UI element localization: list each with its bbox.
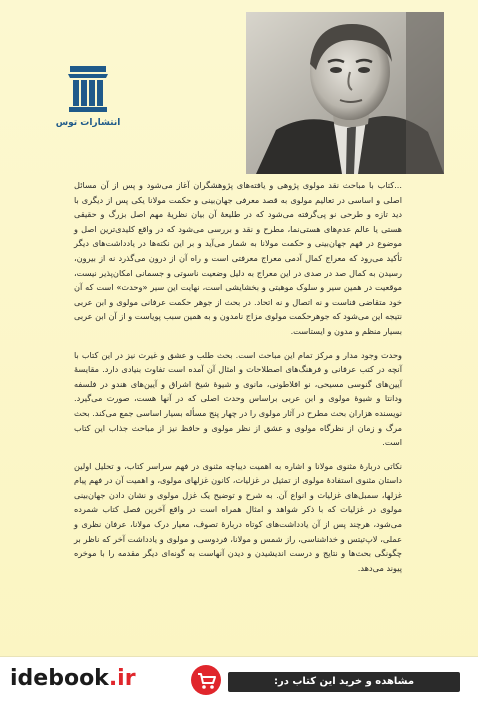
paragraph-1: ...کتاب با مباحث نقد مولوی پژوهی و یافته‌های پژوهشگران آغاز می‌شود و پس از آن مسائل اصلی و اساسی در تعالیم مولوی به قصد معرفی جهان‌بینی و حکمت مولانا یکی پس از دیگری با دید تازه و طرحی نو پی‌گرفته می‌شود که در طلیعهٔ آن بیان نظریهٔ مهم اصل بزرگ و حقیقی هستی یا عالم عدم‌های هستی‌نما، مطرح و نقد و بررسی می‌شود که در واقع کلیدی‌ترین اصل و موضوع در فهم جهان‌بینی و حکمت مولانا به شمار می‌آید و بر این نکته‌ها در یادداشت‌های دیگر تأکید می‌رود که معراج کمال آدمی معراج معرفتی است و راه آن از درون می‌گذرد نه از بیرون، رسیدن به کمال صد در صدی در این معراج به دلیل وضعیت ناسوتی و جسمانی امکان‌پذیر نیست، موقعیت در همین سیر و سلوک موهبتی و بخشایشی است، نهایت این سیر «وحدت» است که آن خود متقاضی فناست و نه اتصال و نه اتحاد. در بحث از جوهر حکمت عرفانی مولوی و ابن عربی نتیجه این می‌شود که جوهرحکمت مولوی مزاج نامدون و به همین سبب پویاست و از آن ابن عربی بسیار منظم و مدون و ایستاست. bbox=[74, 180, 402, 336]
paragraph-2: وحدت وجود مدار و مرکز تمام این مباحث است. بحث طلب و عشق و غیرت نیز در این کتاب با آنچه در کتب عرفانی و فرهنگ‌های اصطلاحات و امثال آن آمده است تفاوت بنیادی دارد. مقایسهٔ آیین‌های گنوسی مسیحی، نو افلاطونی، مانوی و شیوهٔ شیخ اشراق و آیین‌های هندو در فلسفه ودانتا و شیوهٔ مولوی و ابن عربی براساس وحدت اصلی که در آنها هست، صورت می‌گیرد. نویسنده هزاران بحث مطرح در آثار مولوی را در چهار پنج مسأله بسیار اساسی جمع می‌کند. بحث مرگ و زمان از نظرگاه مولوی و عشق از نظر مولوی و حافظ نیز از مباحث جذاب این کتاب است. bbox=[74, 349, 402, 448]
paragraph-3: نکاتی دربارهٔ مثنوی مولانا و اشاره به اهمیت دیباچه مثنوی در فهم سراسر کتاب، و تحلیل اولین داستان مثنوی استفادهٔ مولوی از تمثیل در غزلیات، کانون غزلهای مولوی، و اهمیت آن در فهم پیام غزلها، سمبل‌های غزلیات و انواع آن. به شرح و توضیح یک غزل مولوی و نشان دادن جهان‌بینی مولوی در غزلیات که با ذکر شواهد و امثال همراه است در واقع آخرین فصل کتاب شمرده می‌شود، هرچند پس از آن یادداشت‌های کوتاه دربارهٔ تصوف، معیار درک مولانا، عرفان نظری و عملی، لاپ‌تیتس و خداشناسی، راز شمس و مولانا، فردوسی و مولوی و یادداشت آخر که ناظر بر چگونگی بحث‌ها و نتایج و درست اندیشیدن و دیدن آنهاست به گونه‌ای دیگر مقدمه را با موخره پیوند می‌دهد. bbox=[74, 460, 402, 573]
author-photo bbox=[246, 12, 444, 174]
site-name: idebook bbox=[10, 665, 109, 691]
publisher-name: انتشارات توس bbox=[55, 118, 121, 128]
site-logo[interactable] bbox=[10, 660, 136, 696]
buy-book-banner[interactable]: مشاهده و خرید این کتاب در: bbox=[228, 672, 460, 692]
publisher-logo-icon bbox=[66, 62, 110, 122]
author-portrait-image bbox=[246, 12, 444, 174]
back-cover-text bbox=[74, 178, 402, 584]
site-tld: .ir bbox=[108, 665, 136, 691]
shopping-cart-icon[interactable] bbox=[190, 664, 222, 696]
